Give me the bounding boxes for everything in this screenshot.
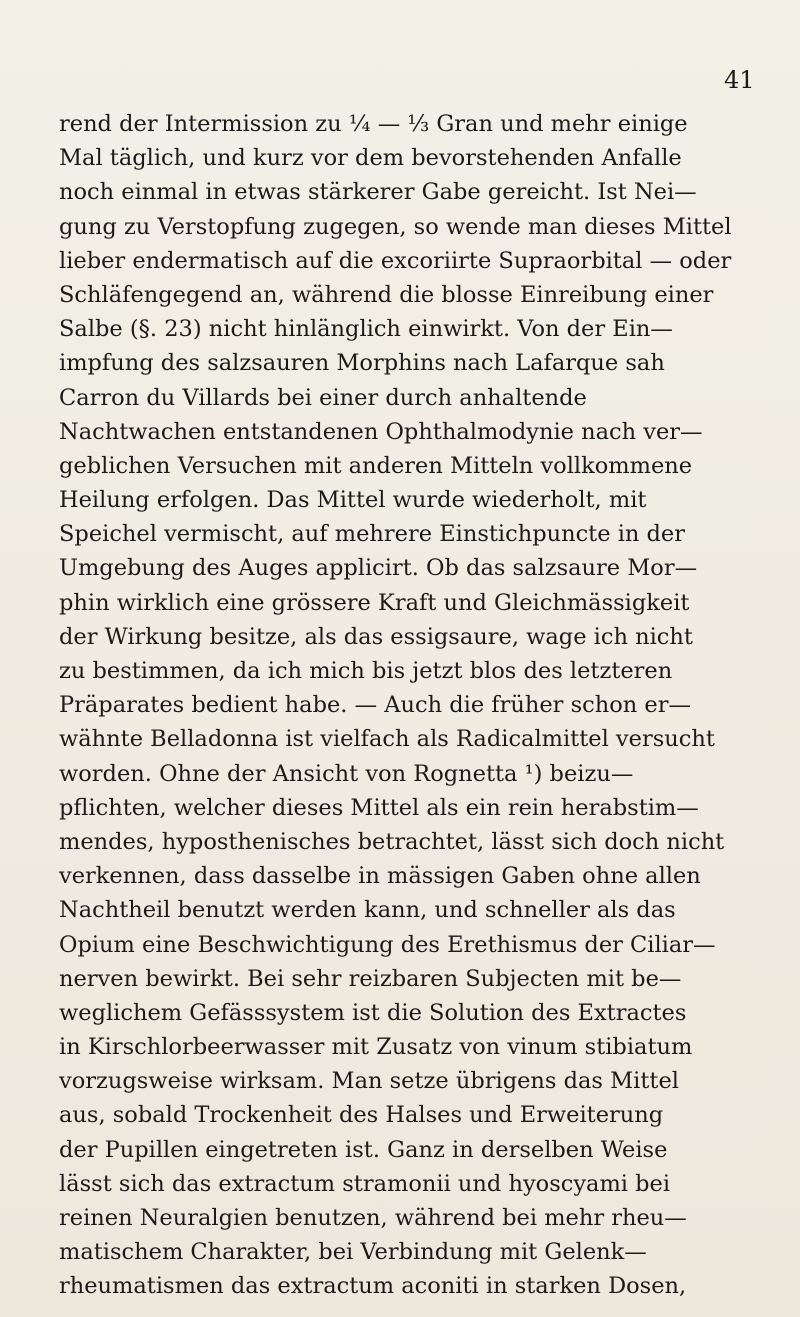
text-line: Umgebung des Auges applicirt. Ob das salzsaure Mor—	[59, 555, 698, 582]
text-line: Nachtwachen entstandenen Ophthalmodynie nach ver—	[59, 418, 703, 445]
text-line: Speichel vermischt, auf mehrere Einstichpuncte in der	[59, 521, 686, 548]
text-line: rheumatismen das extractum aconiti in starken Dosen,	[59, 1273, 687, 1300]
body-text	[59, 107, 771, 1304]
text-line: Nachtheil benutzt werden kann, und schneller als das	[59, 897, 676, 924]
text-line: der Pupillen eingetreten ist. Ganz in derselben Weise	[59, 1136, 668, 1163]
text-line: Mal täglich, und kurz vor dem bevorstehenden Anfalle	[59, 145, 682, 172]
text-line: impfung des salzsauren Morphins nach Lafarque sah	[59, 350, 665, 377]
text-line: zu bestimmen, da ich mich bis jetzt blos des letzteren	[59, 658, 673, 684]
text-line: der Wirkung besitze, als das essigsaure, wage ich nicht	[59, 623, 693, 650]
text-line: geblichen Versuchen mit anderen Mitteln vollkommene	[59, 452, 693, 479]
page-number: 41	[724, 66, 755, 94]
text-line: reinen Neuralgien benutzen, während bei mehr rheu—	[59, 1205, 687, 1231]
text-line: noch einmal in etwas stärkerer Gabe gereicht. Ist Nei—	[59, 179, 697, 206]
text-line: nerven bewirkt. Bei sehr reizbaren Subjecten mit be—	[59, 965, 682, 992]
text-line: vorzugsweise wirksam. Man setze übrigens das Mittel	[59, 1068, 679, 1095]
text-line: Carron du Villards bei einer durch anhaltende	[59, 384, 587, 411]
text-line: in Kirschlorbeerwasser mit Zusatz von vinum stibiatum	[59, 1034, 693, 1061]
text-line: Heilung erfolgen. Das Mittel wurde wiederholt, mit	[59, 487, 647, 514]
text-line: matischem Charakter, bei Verbindung mit Gelenk—	[59, 1239, 647, 1266]
text-line: Opium eine Beschwichtigung des Erethismus der Ciliar—	[59, 931, 716, 958]
text-line: pflichten, welcher dieses Mittel als ein rein herabstim—	[59, 794, 699, 821]
text-line: wähnte Belladonna ist vielfach als Radicalmittel versucht	[59, 726, 715, 753]
text-line: phin wirklich eine grössere Kraft und Gleichmässigkeit	[59, 589, 690, 616]
text-line: weglichem Gefässsystem ist die Solution des Extractes	[59, 999, 687, 1026]
text-line: Schläfengegend an, während die blosse Einreibung einer	[59, 281, 714, 308]
text-line: lässt sich das extractum stramonii und hyoscyami bei	[59, 1170, 671, 1197]
text-line: mendes, hyposthenisches betrachtet, lässt sich doch nicht	[59, 828, 725, 855]
text-line: Präparates bedient habe. — Auch die früher schon er—	[59, 692, 691, 719]
text-line: rend der Intermission zu ¼ — ⅓ Gran und mehr einige	[59, 111, 688, 137]
text-line: verkennen, dass dasselbe in mässigen Gaben ohne allen	[59, 863, 701, 890]
text-line: Salbe (§. 23) nicht hinlänglich einwirkt. Von der Ein—	[59, 316, 673, 343]
text-line: gung zu Verstopfung zugegen, so wende man dieses Mittel	[59, 213, 732, 240]
text-line: lieber endermatisch auf die excoriirte Supraorbital — oder	[59, 247, 732, 274]
text-line: aus, sobald Trockenheit des Halses und Erweiterung	[59, 1102, 664, 1129]
text-line: worden. Ohne der Ansicht von Rognetta ¹) beizu—	[59, 760, 634, 787]
